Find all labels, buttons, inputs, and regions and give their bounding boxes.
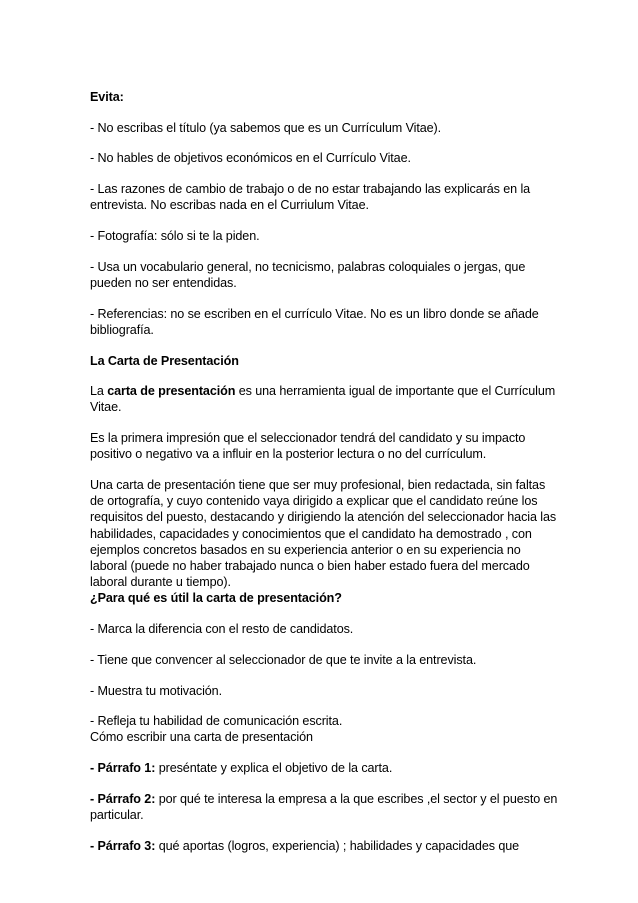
evita-heading: Evita: bbox=[90, 90, 124, 104]
document-page bbox=[90, 89, 560, 854]
util-item-4: - Refleja tu habilidad de comunicación escrita. bbox=[90, 714, 343, 729]
util-item-2: - Tiene que convencer al seleccionador de que te invite a la entrevista. bbox=[90, 652, 477, 667]
util-item-1: - Marca la diferencia con el resto de candidatos. bbox=[90, 622, 354, 637]
evita-item-2: - No hables de objetivos económicos en el Currículo Vitae. bbox=[90, 151, 411, 166]
carta-paragraph-3: Una carta de presentación tiene que ser muy profesional, bien redactada, sin faltas de ortografía, y cuyo contenido vaya dirigido a explicar que el candidato reúne los requisitos del puesto, destacando y dirigiendo la atención del seleccionador hacia las habilidades, capacidades y conocimientos que el candidato ha demostrado , con ejemplos concretos basados en su experiencia anterior o en su experiencia no laboral (puede no haber trabajado nunca o bien haber estado fuera del mercado laboral durante u tiempo). bbox=[90, 478, 557, 590]
parrafo-1: - Párrafo 1: preséntate y explica el objetivo de la carta. bbox=[90, 761, 393, 776]
evita-item-6: - Referencias: no se escriben en el currículo Vitae. No es un libro donde se añade bibliografía. bbox=[90, 306, 539, 337]
evita-item-3: - Las razones de cambio de trabajo o de no estar trabajando las explicarás en la entrevista. No escribas nada en el Curriulum Vitae. bbox=[90, 182, 531, 213]
evita-item-4: - Fotografía: sólo si te la piden. bbox=[90, 229, 260, 244]
carta-intro: La carta de presentación es una herramienta igual de importante que el Currículum Vitae. bbox=[90, 384, 556, 415]
util-heading: ¿Para qué es útil la carta de presentación? bbox=[90, 591, 342, 606]
carta-heading: La Carta de Presentación bbox=[90, 353, 239, 368]
carta-paragraph-2: Es la primera impresión que el seleccionador tendrá del candidato y su impacto positivo o negativo va a influir en la posterior lectura o no del currículum. bbox=[90, 431, 526, 462]
parrafo-2: - Párrafo 2: por qué te interesa la empresa a la que escribes ,el sector y el puesto en particular. bbox=[90, 791, 558, 823]
evita-item-1: - No escribas el título (ya sabemos que es un Currículum Vitae). bbox=[90, 120, 442, 135]
util-item-3: - Muestra tu motivación. bbox=[90, 683, 222, 698]
parrafo-3: - Párrafo 3: qué aportas (logros, experiencia) ; habilidades y capacidades que bbox=[90, 838, 520, 853]
evita-item-5: - Usa un vocabulario general, no tecnicismo, palabras coloquiales o jergas, que pueden no ser entendidas. bbox=[90, 259, 526, 290]
como-heading: Cómo escribir una carta de presentación bbox=[90, 730, 313, 745]
